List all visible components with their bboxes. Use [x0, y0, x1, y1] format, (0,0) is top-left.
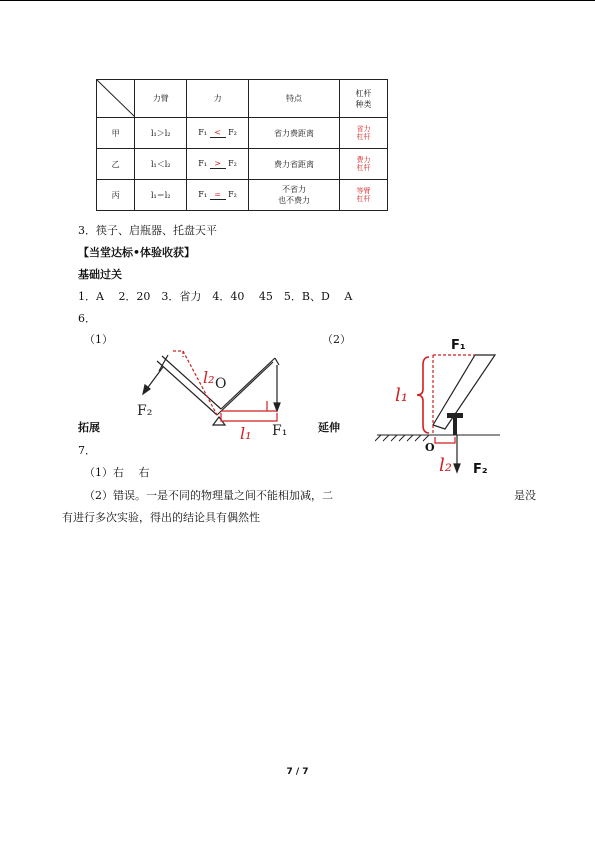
label-l1: l₁ — [395, 385, 408, 406]
page-number: 7 / 7 — [286, 767, 309, 777]
type-line2: 杠杆 — [356, 195, 371, 203]
row-name: 甲 — [97, 118, 135, 149]
row-name: 丙 — [97, 180, 135, 211]
type-line1: 省力 — [356, 125, 371, 133]
l1-brace — [417, 357, 429, 433]
label-l2: l₂ — [439, 455, 452, 476]
nail-head — [447, 413, 463, 435]
label-f1: F₁ — [272, 423, 288, 439]
force-left: F₁ — [198, 128, 208, 137]
force-left: F₁ — [198, 159, 208, 168]
row-arm: l₁＝l₂ — [135, 180, 187, 211]
type-line2: 杠杆 — [356, 164, 371, 172]
row-feature — [249, 180, 340, 211]
table-header-row — [97, 80, 388, 118]
lever-diagram-2 — [375, 333, 510, 478]
lever-diagram-1 — [135, 345, 295, 445]
corner-diagonal — [97, 80, 135, 117]
table-row — [97, 180, 388, 211]
row-arm: l₁＜l₂ — [135, 149, 187, 180]
row-type — [339, 149, 387, 180]
label-o: O — [425, 441, 435, 454]
item-7: 7． — [78, 444, 96, 457]
force-right: F₂ — [228, 128, 237, 137]
header-force: 力 — [187, 80, 249, 118]
item-3: 3．筷子、启瓶器、托盘天平 — [78, 224, 217, 237]
label-f1: F₁ — [451, 338, 466, 353]
row-arm: l₁＞l₂ — [135, 118, 187, 149]
force-op: < — [210, 128, 226, 138]
feature-line2: 也不费力 — [277, 196, 310, 205]
row-type — [339, 180, 387, 211]
answers-line: 1．A 2．20 3．省力 4．40 45 5．B、D A — [78, 290, 353, 303]
force-right: F₂ — [228, 159, 237, 168]
header-type — [339, 80, 387, 118]
force-op: = — [210, 190, 226, 200]
force-op: > — [210, 159, 226, 169]
basic-heading: 基础过关 — [78, 268, 122, 281]
lever-table — [96, 79, 388, 211]
row-type — [339, 118, 387, 149]
q7-part2-tail: 是没 — [514, 489, 536, 502]
table-row — [97, 149, 388, 180]
header-arm: 力臂 — [135, 80, 187, 118]
part-1-label: （1） — [84, 333, 113, 346]
row-feature: 费力省距离 — [249, 149, 340, 180]
row-feature: 省力费距离 — [249, 118, 340, 149]
label-l2: l₂ — [203, 368, 215, 387]
row-name: 乙 — [97, 149, 135, 180]
item-6: 6． — [78, 312, 96, 325]
section-title: 【当堂达标•体验收获】 — [78, 246, 196, 259]
extend-right: 延伸 — [318, 421, 340, 434]
force-right: F₂ — [228, 190, 237, 199]
ground-hatch — [375, 435, 500, 441]
q7-part1: （1）右 右 — [84, 466, 150, 479]
extend-left: 拓展 — [78, 421, 100, 434]
type-line1: 等臂 — [356, 187, 371, 195]
table-row — [97, 118, 388, 149]
label-o: O — [215, 376, 227, 392]
header-feature: 特点 — [249, 80, 340, 118]
row-force — [187, 149, 249, 180]
label-l1: l₁ — [240, 424, 252, 443]
label-f2: F₂ — [473, 462, 488, 477]
l2-bracket — [435, 437, 455, 443]
f2-arrow — [143, 367, 163, 394]
header-rule — [0, 0, 595, 1]
q7-part3: 有进行多次实验，得出的结论具有偶然性 — [62, 511, 260, 524]
header-type-line2: 种类 — [355, 99, 372, 109]
f1-arrow — [274, 365, 280, 411]
type-line2: 杠杆 — [356, 133, 371, 141]
label-f2: F₂ — [137, 403, 153, 419]
row-force — [187, 118, 249, 149]
type-line1: 费力 — [356, 156, 371, 164]
force-left: F₁ — [198, 190, 208, 199]
row-force — [187, 180, 249, 211]
feature-line1: 不省力 — [281, 185, 306, 194]
header-type-line1: 杠杆 — [355, 88, 372, 98]
q7-part2: （2）错误。一是不同的物理量之间不能相加减，二 — [84, 489, 333, 502]
part-2-label: （2） — [322, 333, 351, 346]
corner-cell — [97, 80, 135, 118]
lever-body — [433, 355, 495, 429]
